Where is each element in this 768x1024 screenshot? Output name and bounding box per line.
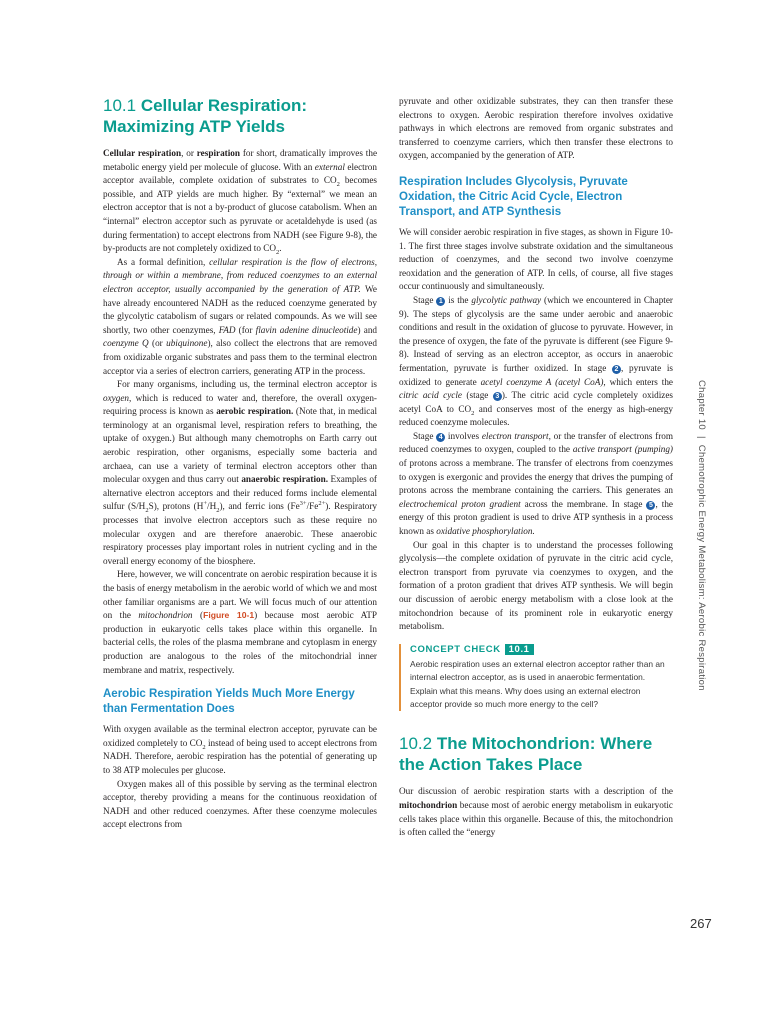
concept-check-box	[399, 644, 673, 712]
subheading-stages: Respiration Includes Glycolysis, Pyruvate Oxidation, the Citric Acid Cycle, Electron Transport, and ATP Synthesis	[399, 175, 628, 218]
stage-3-marker: 3	[493, 392, 502, 401]
chapter-sidebar	[697, 380, 717, 730]
concept-check-label: CONCEPT CHECK	[410, 643, 501, 655]
left-column	[103, 95, 377, 832]
sidebar-chapter-title: Chemotrophic Energy Metabolism: Aerobic Respiration	[696, 444, 707, 691]
stage-4-marker: 4	[436, 433, 445, 442]
right-column	[399, 95, 673, 840]
paragraph: Here, however, we will concentrate on aerobic respiration because it is the basis of energy metabolism in the aerobic world of which we and most other familiar organisms are a part. We will focus much of our attention on the mitochondrion (Figure 10-1) because most aerobic ATP production in eukaryotic cells takes place within this organelle. In bacterial cells, the roles of the plasma membrane and cytoplasm in energy production are analogous to the roles of the mitochondrial inner membrane and matrix, respectively.	[103, 569, 377, 675]
subheading-yields: Aerobic Respiration Yields Much More Energy than Fermentation Does	[103, 688, 355, 716]
section-heading-10-2	[399, 733, 673, 775]
paragraph: Our discussion of aerobic respiration starts with a description of the mitochondrion because most of aerobic energy metabolism in eukaryotic cells takes place within this organelle. Because of this, the mitochondrion is often called the “energy	[399, 786, 673, 838]
figure-reference[interactable]: Figure 10-1	[203, 610, 255, 621]
concept-check-text: Aerobic respiration uses an external electron acceptor rather than an internal electron acceptor, as is used in anaerobic fermentation. Explain what this means. Why does using an external electron acceptor provide so much more energy to the cell?	[410, 658, 665, 709]
paragraph: Stage 1 is the glycolytic pathway (which we encountered in Chapter 9). The steps of glycolysis are the same under aerobic and anaerobic conditions and result in the oxidation of glucose to pyruvate. However, in the presence of oxygen, the fate of the pyruvate is different (see Figure 9-8). Instead of serving as an electron acceptor, as occurs in anaerobic fermentation, pyruvate is further oxidized. In stage 2 , pyruvate is oxidized to generate acetyl coenzyme A (acetyl CoA), which enters the citric acid cycle (stage 3 ). The citric acid cycle completely oxidizes acetyl CoA to $CO_2$ and conserves most of the energy as high-energy reduced coenzyme molecules.	[399, 294, 674, 428]
stage-2-marker: 2	[612, 365, 621, 374]
stage-5-marker: 5	[646, 501, 655, 510]
paragraph: Oxygen makes all of this possible by serving as the terminal electron acceptor, thereby providing a means for the continuous reoxidation of NADH and other reduced coenzymes. After these coenzyme molecules accept electrons from	[103, 778, 377, 830]
paragraph: Our goal in this chapter is to understand the processes following glycolysis—the complete oxidation of pyruvate in the citric acid cycle, electron transport from pyruvate via coenzymes to oxygen, and the formation of a proton gradient that drives ATP synthesis. We will begin our discussion of aerobic energy metabolism with a close look at the mitochondrion because of its prominent role in eukaryotic energy metabolism.	[399, 539, 673, 632]
paragraph: Cellular respiration, or respiration for short, dramatically improves the metabolic energy yield per molecule of glucose. With an external electron acceptor available, complete oxidation of substrates to $CO_2$ becomes possible, and ATP yields are much higher. By “external” we mean an electron acceptor that is not a by-product of glucose catabolism. When an “internal” electron acceptor such as pyruvate or acetaldehyde is used (as during fermentation) to accept electrons from NADH (see Figure 9-8), the by-products are not completely oxidized to $CO_2$.	[103, 148, 378, 256]
page-number: 267	[690, 916, 712, 931]
section-title: Cellular Respiration: Maximizing ATP Yields	[103, 96, 308, 136]
paragraph: For many organisms, including us, the terminal electron acceptor is oxygen, which is reduced to water and, therefore, the overall oxygen-requiring process is known as aerobic respiration. (Note that, in medical terminology at an organismal level, respiration refers to breathing, the uptake of oxygen.) But although many chemotrophs on Earth carry out aerobic respiration, other organisms, especially some bacteria and archaea, can use a variety of terminal electron acceptors other than molecular oxygen and thus carry out anaerobic respiration. Examples of alternative electron acceptors and their reduced forms include elemental sulfur $(S/H_2S)$, protons $(H^+/H_2)$, and ferric ions $(Fe^{3+}/Fe^{2+})$. Respiratory processes that involve electron acceptors such as these require no molecular oxygen and are therefore anaerobic. These anaerobic respiratory processes play important roles in nutrient cycling and in the overall energy economy of the biosphere.	[103, 379, 377, 566]
sidebar-text: Chapter 10|Chemotrophic Energy Metabolism: Aerobic Respiration	[696, 380, 707, 691]
paragraph: pyruvate and other oxidizable substrates, they can then transfer these electrons to oxygen. Aerobic respiration therefore involves oxidative pathways in which electrons are removed from organic substrates and transferred to coenzyme carriers, which then transfer these electrons to oxygen, accompanied by the generation of ATP.	[399, 96, 673, 161]
paragraph: With oxygen available as the terminal electron acceptor, pyruvate can be oxidized completely to $CO_2$ instead of being used to accept electrons from NADH. Therefore, aerobic respiration has the potential of generating up to 38 ATP molecules per glucose.	[103, 724, 377, 775]
section-number: 10.1	[103, 96, 137, 115]
sidebar-chapter: Chapter 10	[696, 380, 707, 431]
paragraph: Stage 4 involves electron transport, or the transfer of electrons from reduced coenzymes to oxygen, coupled to the active transport (pumping) of protons across a membrane. The transfer of electrons from coenzymes to oxygen is exergonic and provides the energy that drives the pumping of protons across the membrane containing the carriers. This generates an electrochemical proton gradient across the membrane. In stage 5 , the energy of this proton gradient is used to drive ATP synthesis in a process known as oxidative phosphorylation.	[399, 430, 674, 537]
paragraph: As a formal definition, cellular respiration is the flow of electrons, through or within a membrane, from reduced coenzymes to an external electron acceptor, usually accompanied by the generation of ATP. We have already encountered NADH as the reduced coenzyme generated by the glycolytic catabolism of sugars or related compounds. As we will see shortly, two other coenzymes, FAD (for flavin adenine dinucleotide) and coenzyme Q (or ubiquinone), also collect the electrons that are removed from oxidizable organic substrates and pass them to the terminal electron acceptor via a series of electron carriers, generating ATP in the process.	[103, 256, 378, 376]
section-heading-10-1	[103, 95, 377, 137]
paragraph: We will consider aerobic respiration in five stages, as shown in Figure 10-1. The first three stages involve substrate oxidation and the simultaneous reduction of coenzymes, and the second two involve coenzyme reoxidation and the generation of ATP. In cells, of course, all five stages occur continuously and simultaneously.	[399, 226, 673, 292]
concept-check-number: 10.1	[505, 644, 534, 655]
stage-1-marker: 1	[436, 297, 445, 306]
section-number: 10.2	[399, 734, 433, 754]
concept-check-header	[410, 644, 673, 655]
section-title: The Mitochondrion: Where the Action Takes Place	[399, 734, 653, 775]
